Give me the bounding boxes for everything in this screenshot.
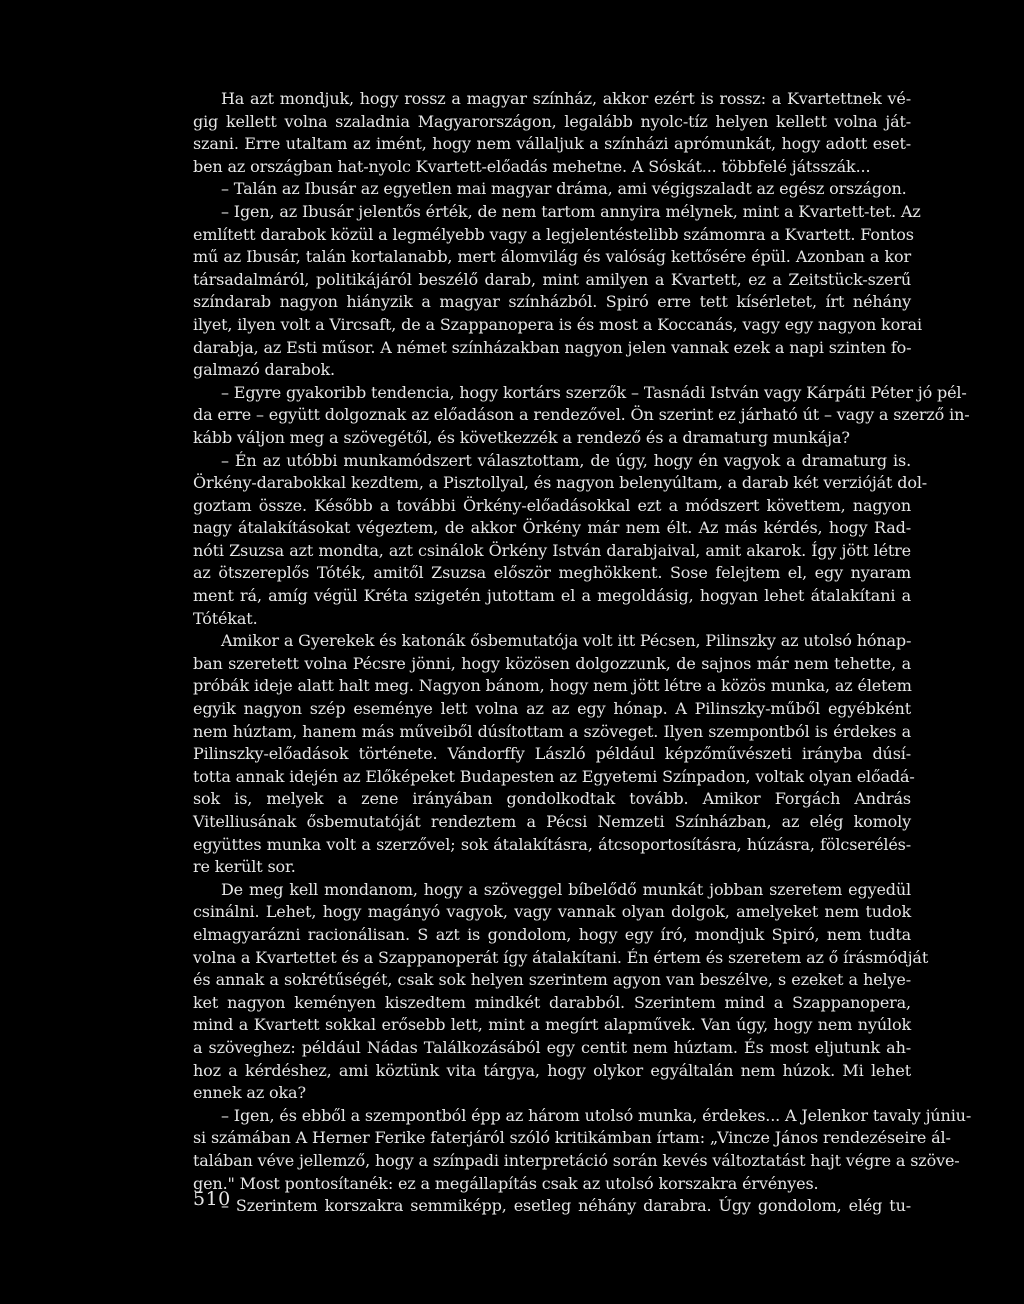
text-line: Ha azt mondjuk, hogy rossz a magyar színház, akkor ezért is rossz: a Kvartettnek vé-	[221, 89, 911, 108]
text-line: Vitelliusának ősbemutatóját rendeztem a Pécsi Nemzeti Színházban, az elég komoly	[193, 812, 911, 831]
text-line: nagy átalakításokat végeztem, de akkor Örkény már nem élt. Az más kérdés, hogy Rad-	[193, 518, 911, 538]
text-line: ban szeretett volna Pécsre jönni, hogy közösen dolgozzunk, de sajnos már nem tehette, a	[193, 653, 911, 673]
text-line: színdarab nagyon hiányzik a magyar színházból. Spiró erre tett kísérletet, írt néhány	[193, 292, 911, 312]
text-line: próbák ideje alatt halt meg. Nagyon bánom, hogy nem jött létre a közös munka, az életem	[193, 676, 912, 696]
text-line: említett darabok közül a legmélyebb vagy a legjelentéstelibb számomra a Kvartett. Fontos	[193, 224, 914, 244]
text-line: talában véve jellemző, hogy a színpadi interpretáció során kevés változtatást hajt végre a szöve-	[193, 1150, 960, 1170]
text-line: – Szerintem korszakra semmiképp, esetleg néhány darabra. Úgy gondolom, elég tu-	[221, 1196, 911, 1216]
text-line: si számában A Herner Ferike faterjáról szóló kritikámban írtam: „Vincze János rendezéseire ál-	[193, 1128, 951, 1148]
text-line: és annak a sokrétűségét, csak sok helyen szerintem agyon van beszélve, s ezeket a helye-	[193, 970, 911, 990]
text-line: volna a Kvartettet és a Szappanoperát így átalakítani. Én értem és szeretem az ő írásmódját	[193, 947, 929, 967]
text-line: ilyet, ilyen volt a Vircsaft, de a Szappanopera is és most a Koccanás, vagy egy nagyon korai	[193, 314, 922, 334]
text-line: egyik nagyon szép eseménye lett volna az az egy hónap. A Pilinszky-műből egyébként	[193, 699, 911, 719]
text-line: da erre – együtt dolgoznak az előadáson a rendezővel. Ön szerint ez járható út – vagy a szerző in-	[193, 405, 970, 425]
text-line: elmagyarázni racionálisan. S azt is gondolom, hogy egy író, mondjuk Spiró, nem tudta	[193, 924, 911, 944]
text-line: nóti Zsuzsa azt mondta, azt csinálok Örkény István darabjaival, amit akarok. Így jött létre	[193, 540, 911, 560]
text-line: – Igen, az Ibusár jelentős érték, de nem tartom annyira mélynek, mint a Kvartett-tet. Az	[221, 201, 921, 221]
text-line: ket nagyon keményen kiszedtem mindkét darabból. Szerintem mind a Szappanopera,	[193, 992, 911, 1012]
text-line: darabja, az Esti műsor. A német színházakban nagyon jelen vannak ezek a napi szinten fo-	[193, 337, 912, 357]
text-line: sok is, melyek a zene irányában gondolkodtak tovább. Amikor Forgách András	[193, 789, 911, 809]
text-line: goztam össze. Később a további Örkény-előadásokkal ezt a módszert követtem, nagyon	[193, 495, 911, 515]
text-line: gen." Most pontosítanék: ez a megállapítás csak az utolsó korszakra érvényes.	[193, 1173, 819, 1193]
text-line: – Én az utóbbi munkamódszert választottam, de úgy, hogy én vagyok a dramaturg is.	[221, 450, 911, 470]
text-line: együttes munka volt a szerzővel; sok átalakításra, átcsoportosításra, húzásra, fölcserélés-	[193, 834, 911, 854]
text-line: szani. Erre utaltam az imént, hogy nem vállaljuk a színházi aprómunkát, hogy adott eset-	[193, 134, 911, 154]
page-number: 510	[193, 1188, 231, 1210]
text-line: Örkény-darabokkal kezdtem, a Pisztollyal, és nagyon belenyúltam, a darab két verzióját dol-	[193, 473, 928, 493]
text-line: a szöveghez: például Nádas Találkozásából egy centit nem húztam. És most eljutunk ah-	[193, 1037, 911, 1057]
text-line: mű az Ibusár, talán kortalanabb, mert álomvilág és valóság kettősére épül. Azonban a kor	[193, 247, 911, 267]
text-line: De meg kell mondanom, hogy a szöveggel bíbelődő munkát jobban szeretem egyedül	[221, 879, 911, 899]
text-line: társadalmáról, politikájáról beszélő darab, mint amilyen a Kvartett, ez a Zeitstück-szerű	[193, 269, 911, 289]
text-line: ennek az oka?	[193, 1083, 306, 1103]
text-line: Tótékat.	[193, 608, 258, 628]
text-line: gig kellett volna szaladnia Magyarországon, legalább nyolc-tíz helyen kellett volna ját-	[193, 111, 911, 131]
text-line: ment rá, amíg végül Kréta szigetén jutottam el a megoldásig, hogyan lehet átalakítani a	[193, 586, 911, 606]
text-line: csinálni. Lehet, hogy magányó vagyok, vagy vannak olyan dolgok, amelyeket nem tudok	[193, 902, 911, 922]
body-text	[193, 88, 972, 1218]
text-line: hoz a kérdéshez, ami köztünk vita tárgya, hogy olykor egyáltalán nem húzok. Mi lehet	[193, 1060, 911, 1080]
text-line: ben az országban hat-nyolc Kvartett-előadás mehetne. A Sóskát... többfelé játsszák...	[193, 156, 871, 176]
text-line: mind a Kvartett sokkal erősebb lett, mint a megírt alapművek. Van úgy, hogy nem nyúlok	[193, 1015, 911, 1035]
text-line: re került sor.	[193, 857, 296, 877]
text-line: az ötszereplős Tóték, amitől Zsuzsa először meghökkent. Sose felejtem el, egy nyaram	[193, 563, 911, 583]
text-line: – Igen, és ebből a szempontból épp az három utolsó munka, érdekes... A Jelenkor tavaly júniu-	[221, 1105, 972, 1125]
text-line: Amikor a Gyerekek és katonák ősbemutatója volt itt Pécsen, Pilinszky az utolsó hónap-	[221, 631, 912, 651]
text-line: totta annak idején az Előképeket Budapesten az Egyetemi Színpadon, voltak olyan előadá-	[193, 766, 915, 786]
text-line: kább váljon meg a szövegétől, és következzék a rendező és a dramaturg munkája?	[193, 427, 850, 447]
text-line: galmazó darabok.	[193, 360, 335, 380]
text-line: – Talán az Ibusár az egyetlen mai magyar dráma, ami végigszaladt az egész országon.	[221, 179, 907, 199]
text-line: – Egyre gyakoribb tendencia, hogy kortárs szerzők – Tasnádi István vagy Kárpáti Péter jó pél-	[221, 382, 967, 402]
text-line: nem húztam, hanem más műveiből dúsítottam a szöveget. Ilyen szempontból is érdekes a	[193, 721, 911, 741]
text-line: Pilinszky-előadások története. Vándorffy László például képzőművészeti irányba dúsí-	[193, 744, 911, 764]
